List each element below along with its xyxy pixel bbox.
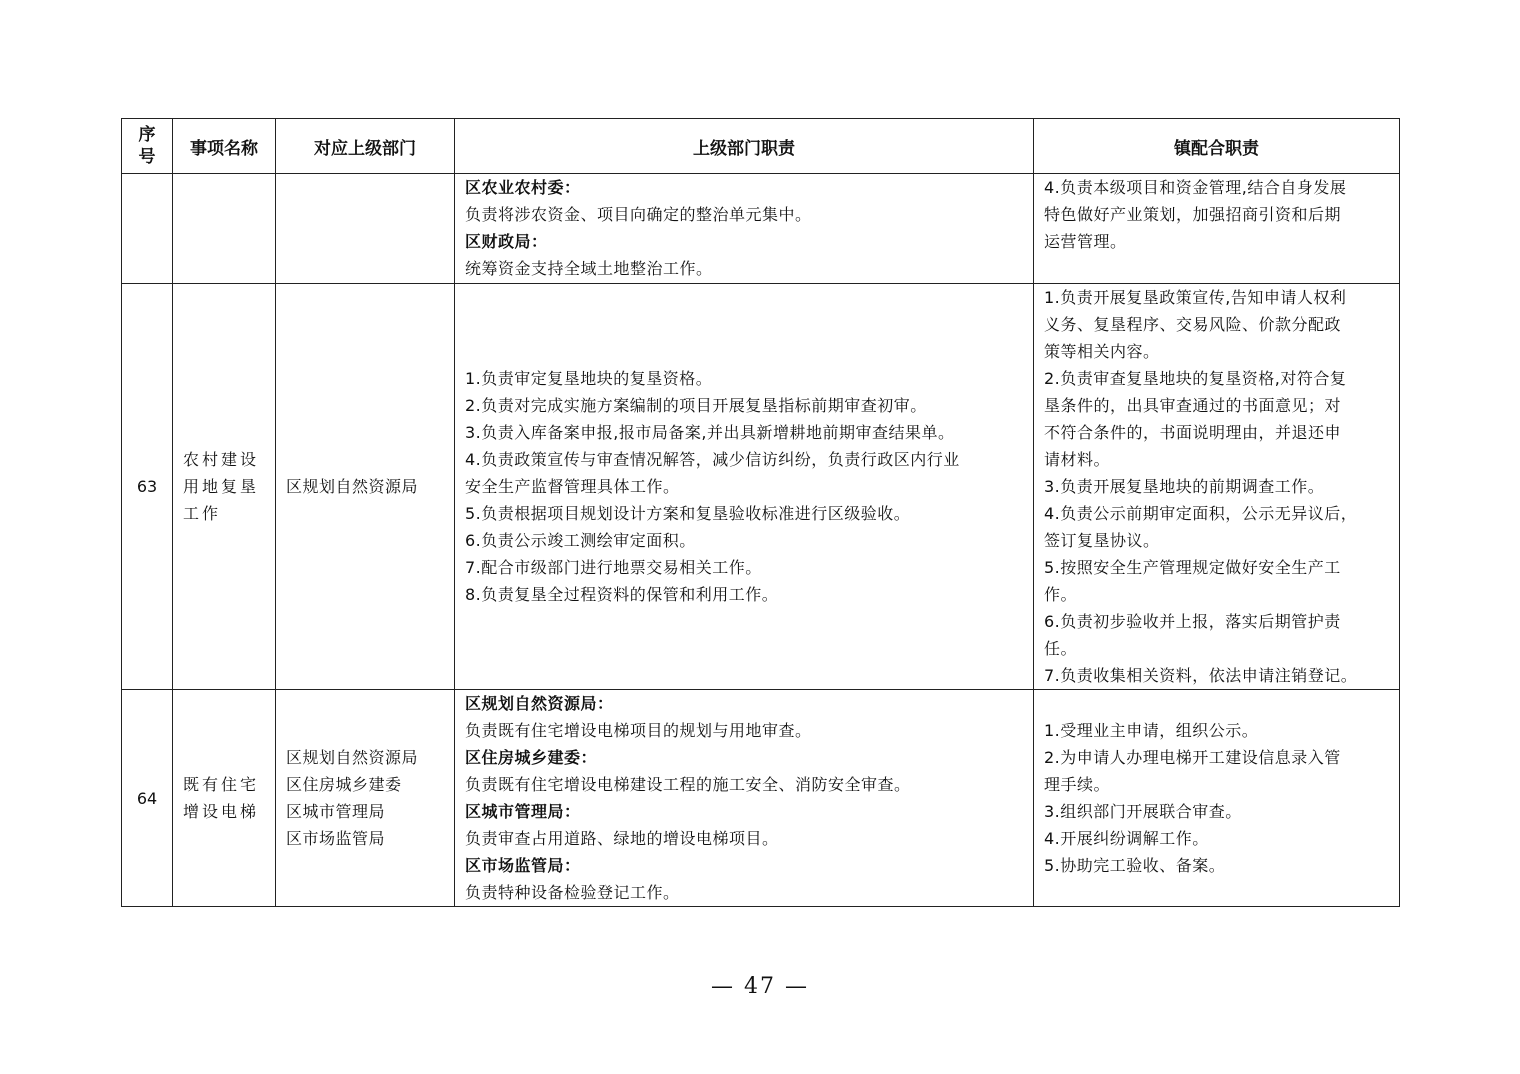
- text-line: 1.负责开展复垦政策宣传,告知申请人权利: [1044, 288, 1347, 307]
- text-line: 区农业农村委：: [465, 178, 581, 197]
- text-line: 2.为申请人办理电梯开工建设信息录入管: [1044, 748, 1341, 767]
- text-line: 负责审查占用道路、绿地的增设电梯项目。: [465, 829, 779, 848]
- text-line: 1.负责审定复垦地块的复垦资格。: [465, 369, 713, 388]
- text-line: 区住房城乡建委: [286, 775, 402, 794]
- text-line: 义务、复垦程序、交易风险、价款分配政: [1044, 315, 1342, 334]
- text-line: 不符合条件的，书面说明理由，并退还申: [1044, 423, 1342, 442]
- text-line: 负责既有住宅增设电梯建设工程的施工安全、消防安全审查。: [465, 775, 911, 794]
- header-seq: [122, 119, 173, 174]
- text-line: 区市场监管局: [286, 829, 386, 848]
- text-line: 工作: [183, 504, 222, 523]
- header-town: 镇配合职责: [1034, 119, 1400, 174]
- upper-duties: [455, 284, 1034, 690]
- upper-duties: [455, 690, 1034, 907]
- page-number: — 47 —: [711, 974, 809, 999]
- header-row: [122, 119, 1400, 174]
- text-line: 用地复垦: [183, 477, 260, 496]
- text-line: 4.负责公示前期审定面积，公示无异议后，: [1044, 504, 1358, 523]
- header-upper: 上级部门职责: [455, 119, 1034, 174]
- row-number: 63: [122, 284, 173, 690]
- text-line: 区城市管理局: [286, 802, 386, 821]
- text-line: 区住房城乡建委：: [465, 748, 598, 767]
- text-line: 请材料。: [1044, 450, 1111, 469]
- text-line: 3.组织部门开展联合审查。: [1044, 802, 1242, 821]
- table-row: [122, 690, 1400, 907]
- table-row: [122, 284, 1400, 690]
- text-line: 统筹资金支持全域土地整治工作。: [465, 259, 713, 278]
- row-number: [122, 174, 173, 284]
- text-line: 5.负责根据项目规划设计方案和复垦验收标准进行区级验收。: [465, 504, 911, 523]
- town-duties: [1034, 690, 1400, 907]
- text-line: 垦条件的，出具审查通过的书面意见；对: [1044, 396, 1342, 415]
- header-seq-top: 序: [138, 125, 156, 145]
- text-line: 1.受理业主申请，组织公示。: [1044, 721, 1259, 740]
- text-line: 2.负责审查复垦地块的复垦资格,对符合复: [1044, 369, 1347, 388]
- town-duties: [1034, 174, 1400, 284]
- text-line: 4.负责政策宣传与审查情况解答，减少信访纠纷，负责行政区内行业: [465, 450, 960, 469]
- upper-duties: [455, 174, 1034, 284]
- text-line: 特色做好产业策划，加强招商引资和后期: [1044, 205, 1342, 224]
- item-name: [173, 174, 276, 284]
- upper-dept: [276, 284, 455, 690]
- text-line: 签订复垦协议。: [1044, 531, 1160, 550]
- text-line: 2.负责对完成实施方案编制的项目开展复垦指标前期审查初审。: [465, 396, 927, 415]
- text-line: 5.按照安全生产管理规定做好安全生产工: [1044, 558, 1341, 577]
- text-line: 增设电梯: [183, 802, 260, 821]
- town-duties: [1034, 284, 1400, 690]
- text-line: 区规划自然资源局：: [465, 694, 614, 713]
- header-item: 事项名称: [173, 119, 276, 174]
- text-line: 3.负责开展复垦地块的前期调查工作。: [1044, 477, 1325, 496]
- text-line: 4.开展纠纷调解工作。: [1044, 829, 1209, 848]
- text-line: 4.负责本级项目和资金管理,结合自身发展: [1044, 178, 1347, 197]
- text-line: 既有住宅: [183, 775, 260, 794]
- text-line: 作。: [1044, 585, 1078, 604]
- text-line: 6.负责公示竣工测绘审定面积。: [465, 531, 696, 550]
- text-line: 5.协助完工验收、备案。: [1044, 856, 1226, 875]
- item-name: [173, 690, 276, 907]
- text-line: 负责特种设备检验登记工作。: [465, 883, 680, 902]
- row-number: 64: [122, 690, 173, 907]
- text-line: 8.负责复垦全过程资料的保管和利用工作。: [465, 585, 779, 604]
- header-dept: 对应上级部门: [276, 119, 455, 174]
- text-line: 区市场监管局：: [465, 856, 581, 875]
- text-line: 7.配合市级部门进行地票交易相关工作。: [465, 558, 762, 577]
- text-line: 安全生产监督管理具体工作。: [465, 477, 680, 496]
- upper-dept: [276, 690, 455, 907]
- text-line: 区规划自然资源局: [286, 748, 419, 767]
- text-line: 区财政局：: [465, 232, 548, 251]
- text-line: 理手续。: [1044, 775, 1111, 794]
- table-row: [122, 174, 1400, 284]
- text-line: 农村建设: [183, 450, 260, 469]
- text-line: 策等相关内容。: [1044, 342, 1160, 361]
- text-line: 负责将涉农资金、项目向确定的整治单元集中。: [465, 205, 812, 224]
- text-line: 运营管理。: [1044, 232, 1127, 251]
- text-line: 7.负责收集相关资料，依法申请注销登记。: [1044, 666, 1358, 685]
- upper-dept: [276, 174, 455, 284]
- text-line: 负责既有住宅增设电梯项目的规划与用地审查。: [465, 721, 812, 740]
- header-seq-bottom: 号: [138, 147, 156, 167]
- duty-table: [121, 118, 1400, 907]
- text-line: 区规划自然资源局: [286, 477, 419, 496]
- text-line: 6.负责初步验收并上报，落实后期管护责: [1044, 612, 1341, 631]
- text-line: 3.负责入库备案申报,报市局备案,并出具新增耕地前期审查结果单。: [465, 423, 955, 442]
- text-line: 任。: [1044, 639, 1078, 658]
- text-line: 区城市管理局：: [465, 802, 581, 821]
- item-name: [173, 284, 276, 690]
